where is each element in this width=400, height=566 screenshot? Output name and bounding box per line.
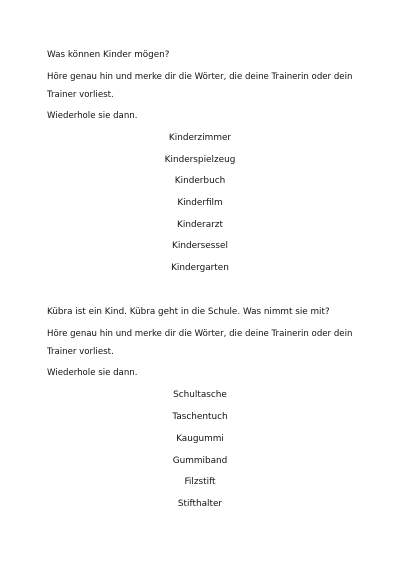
section1-word-6: Kindersessel [172, 241, 228, 251]
section2-instruction-line2: Trainer vorliest. [47, 347, 114, 357]
section1-word-7: Kindergarten [171, 263, 229, 273]
section2-heading: Kübra ist ein Kind. Kübra geht in die Schule. Was nimmt sie mit? [47, 307, 330, 317]
section2-word-5: Filzstift [184, 477, 216, 487]
section1-heading: Was können Kinder mögen? [47, 50, 170, 60]
section1-repeat-instruction: Wiederhole sie dann. [47, 111, 138, 121]
section2-word-4: Gummiband [172, 456, 228, 466]
section2-instruction-line1: Höre genau hin und merke dir die Wörter, die deine Trainerin oder dein [47, 329, 353, 339]
section1-word-2: Kinderspielzeug [164, 155, 236, 165]
section1-word-4: Kinderfilm [177, 198, 223, 208]
section1-word-5: Kinderarzt [177, 220, 223, 230]
section1-word-1: Kinderzimmer [168, 133, 232, 143]
section1-word-3: Kinderbuch [174, 176, 226, 186]
section2-word-2: Taschentuch [172, 412, 228, 422]
section2-word-3: Kaugummi [176, 434, 224, 444]
section1-instruction-line2: Trainer vorliest. [47, 90, 114, 100]
section2-word-6: Stifthalter [177, 499, 223, 509]
section1-instruction-line1: Höre genau hin und merke dir die Wörter, die deine Trainerin oder dein [47, 72, 353, 82]
section2-word-1: Schultasche [173, 390, 227, 400]
section2-repeat-instruction: Wiederhole sie dann. [47, 368, 138, 378]
